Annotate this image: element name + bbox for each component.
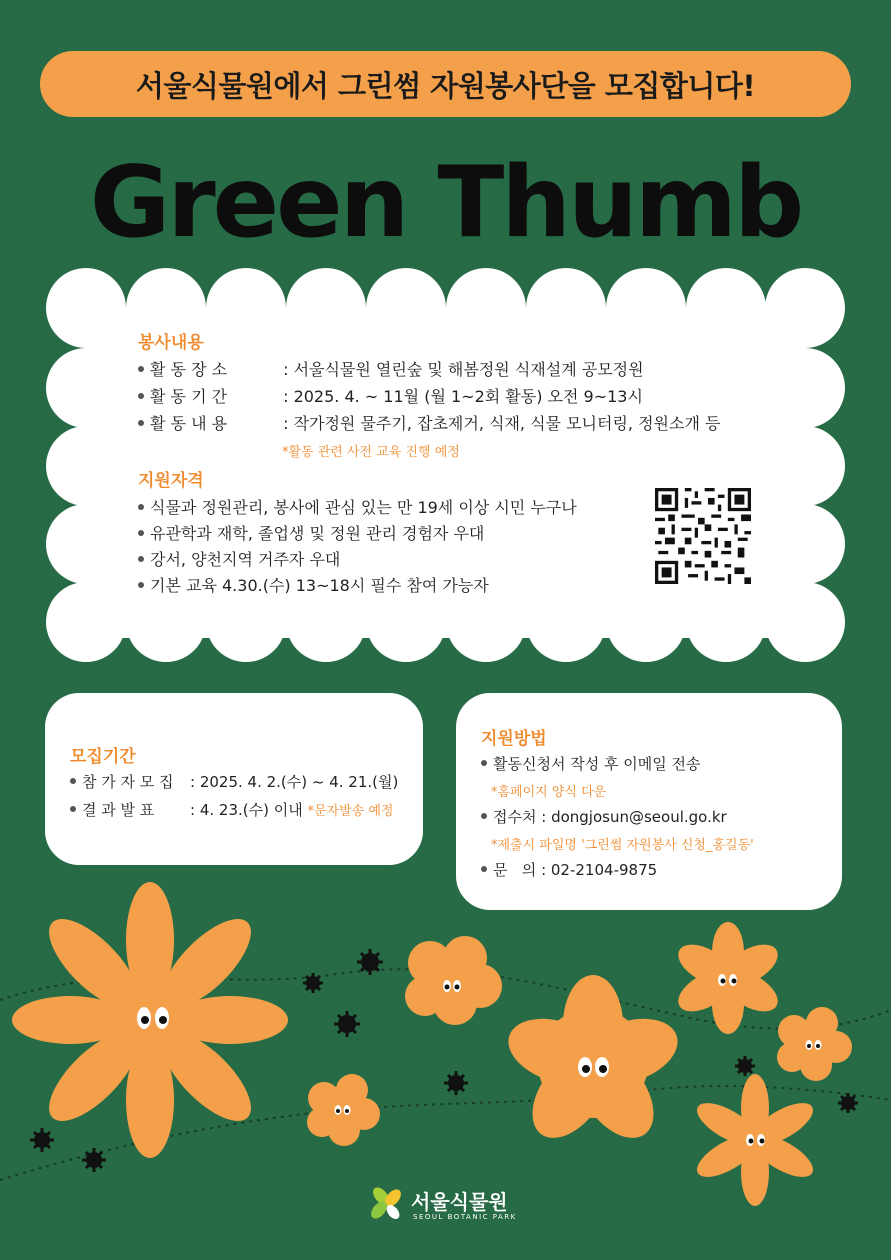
service-item: 활 동 기 간 : 2025. 4. ~ 11월 (월 1~2회 활동) 오전 9~13시	[138, 384, 643, 407]
bullet-icon	[70, 806, 76, 812]
period-item: 참 가 자 모 집 : 2025. 4. 2.(수) ~ 4. 21.(월)	[70, 771, 398, 792]
phone-number: 02-2104-9875	[550, 861, 658, 879]
service-label: 활 동 기 간	[150, 387, 228, 406]
bullet-icon	[70, 778, 76, 784]
bullet-icon	[138, 556, 144, 562]
apply-line: 문 의 : 02-2104-9875	[481, 859, 657, 880]
apply-text: 활동신청서 작성 후 이메일 전송	[493, 755, 701, 773]
logo-name: 서울식물원	[411, 1190, 508, 1214]
service-label: 활 동 내 용	[150, 414, 228, 433]
bullet-icon	[138, 420, 144, 426]
apply-label: 접수처	[493, 808, 537, 826]
qualification-item	[138, 547, 340, 570]
service-section	[138, 328, 204, 353]
service-note: *활동 관련 사전 교육 진행 예정	[282, 445, 460, 460]
service-item: 활 동 장 소 : 서울식물원 열린숲 및 해봄정원 식재설계 공모정원	[138, 357, 644, 380]
apply-note: *홈페이지 양식 다운	[491, 785, 607, 800]
service-heading: 봉사내용	[138, 333, 204, 353]
leaf-logo-icon	[369, 1186, 405, 1222]
main-title: Green Thumb	[89, 146, 802, 260]
service-item: 활 동 내 용 : 작가정원 물주기, 잡초제거, 식재, 식물 모니터링, 정원소개 등	[138, 411, 720, 434]
apply-note: *제출시 파일명 '그린썸 자원봉사 신청_홍길동'	[491, 838, 754, 853]
period-item: 결 과 발 표 : 4. 23.(수) 이내 *문자발송 예정	[70, 799, 393, 820]
apply-heading: 지원방법	[481, 729, 547, 749]
qualification-text: 식물과 정원관리, 봉사에 관심 있는 만 19세 이상 시민 누구나	[150, 498, 577, 517]
service-label: 활 동 장 소	[150, 360, 228, 379]
qualification-item	[138, 521, 484, 544]
email-link[interactable]: dongjosun@seoul.go.kr	[551, 808, 727, 826]
period-heading: 모집기간	[70, 747, 136, 767]
bullet-icon	[481, 813, 487, 819]
apply-label: 문 의	[493, 861, 537, 879]
period-value: 2025. 4. 2.(수) ~ 4. 21.(월)	[199, 773, 399, 791]
banner-text: 서울식물원에서 그린썸 자원봉사단을 모집합니다!	[135, 68, 756, 103]
bullet-icon	[138, 393, 144, 399]
qualification-heading: 지원자격	[138, 471, 204, 491]
period-label: 참 가 자 모 집	[82, 773, 174, 791]
apply-line	[481, 753, 700, 774]
qualification-text: 유관학과 재학, 졸업생 및 정원 관리 경험자 우대	[150, 524, 485, 543]
seoul-botanic-park-logo	[369, 1186, 529, 1226]
period-label: 결 과 발 표	[82, 801, 155, 819]
service-value: 2025. 4. ~ 11월 (월 1~2회 활동) 오전 9~13시	[293, 387, 643, 406]
bullet-icon	[138, 366, 144, 372]
qualification-text: 강서, 양천지역 거주자 우대	[150, 550, 341, 569]
bullet-icon	[138, 504, 144, 510]
bullet-icon	[481, 866, 487, 872]
qr-code-icon[interactable]	[655, 488, 751, 584]
qualification-item	[138, 573, 489, 596]
bullet-icon	[481, 760, 487, 766]
logo-subtitle: SEOUL BOTANIC PARK	[413, 1213, 517, 1221]
qualification-item	[138, 495, 577, 518]
bullet-icon	[138, 582, 144, 588]
qualification-section	[138, 466, 204, 491]
bullet-icon	[138, 530, 144, 536]
qualification-text: 기본 교육 4.30.(수) 13~18시 필수 참여 가능자	[150, 576, 489, 595]
service-value: 서울식물원 열린숲 및 해봄정원 식재설계 공모정원	[293, 360, 644, 379]
recruit-banner	[40, 51, 851, 117]
period-note: *문자발송 예정	[307, 804, 394, 819]
period-value: 4. 23.(수) 이내	[199, 801, 303, 819]
apply-line: 접수처 : dongjosun@seoul.go.kr	[481, 806, 727, 827]
service-value: 작가정원 물주기, 잡초제거, 식재, 식물 모니터링, 정원소개 등	[293, 414, 721, 433]
